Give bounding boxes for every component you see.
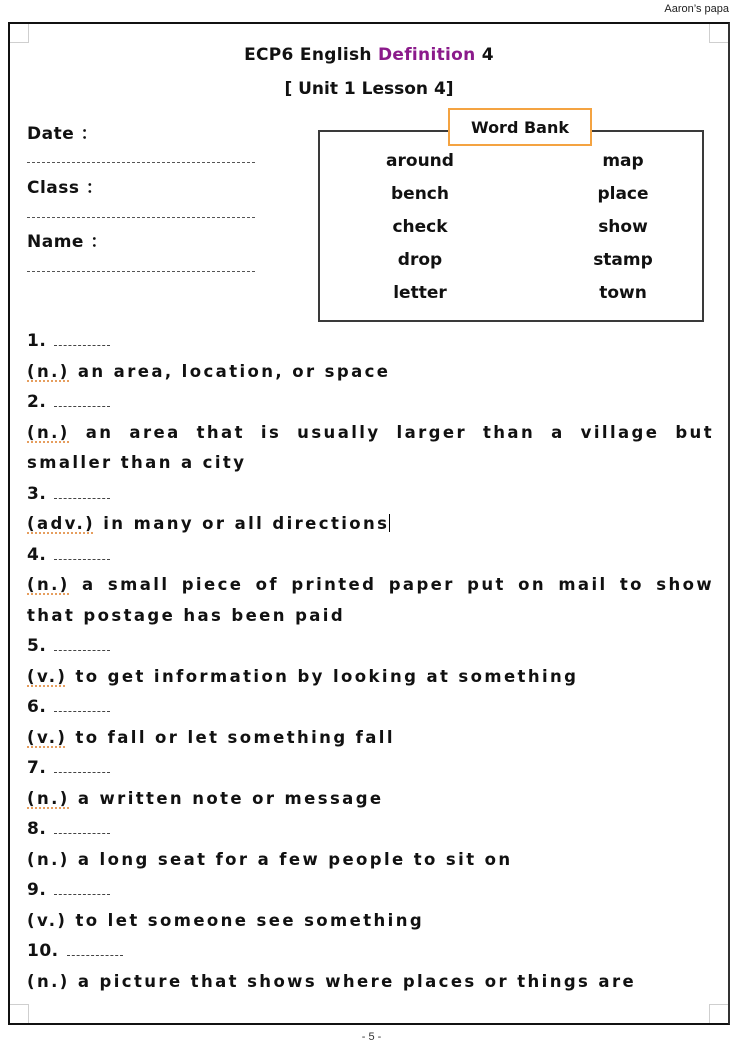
date-label: Date ： (27, 124, 99, 144)
definition-text: in many or all directions (95, 514, 390, 533)
page-subtitle: [ Unit 1 Lesson 4] (284, 79, 454, 99)
class-input-line[interactable] (27, 217, 255, 218)
word-bank-word: map (602, 151, 644, 171)
definition-text: a picture that shows where places or things are (69, 971, 637, 991)
question-definition (27, 357, 714, 388)
word-bank-right-column (558, 149, 688, 314)
title-suffix: 4 (475, 45, 494, 65)
question-item (27, 326, 714, 387)
definition-text: an area that is usually larger than a village but smaller than a city (27, 422, 714, 472)
question-definition (27, 784, 714, 815)
question-number: 4. (27, 544, 47, 565)
definition-text: to get information by looking at something (67, 666, 579, 686)
title-prefix: ECP6 English (244, 45, 378, 65)
answer-blank[interactable] (54, 760, 110, 773)
name-input-line[interactable] (27, 271, 255, 272)
question-number: 7. (27, 758, 47, 778)
student-info-fields (27, 119, 259, 281)
date-input-line[interactable] (27, 162, 255, 163)
document-page[interactable] (8, 22, 730, 1025)
question-item (27, 387, 714, 479)
part-of-speech: (n.) (27, 575, 70, 594)
crop-mark-top-left (10, 24, 29, 43)
definition-text: to fall or let something fall (67, 727, 395, 747)
word-bank-word: show (598, 217, 648, 237)
answer-blank[interactable] (54, 638, 110, 651)
question-item (27, 631, 714, 692)
definition-text: a long seat for a few people to sit on (69, 849, 513, 869)
question-item (27, 540, 714, 632)
crop-mark-bottom-right (709, 1004, 728, 1023)
question-item (27, 875, 714, 936)
question-item (27, 479, 714, 540)
part-of-speech: (adv.) (27, 514, 96, 533)
word-bank-left-column (355, 149, 485, 314)
class-label: Class ： (27, 178, 104, 198)
header-note: Aaron’s papa (664, 3, 729, 15)
answer-blank[interactable] (54, 699, 110, 712)
question-item (27, 936, 714, 997)
word-bank-word: letter (393, 283, 447, 303)
word-bank (318, 117, 704, 322)
word-bank-word: bench (391, 184, 449, 204)
question-definition (27, 662, 714, 693)
question-item (27, 692, 714, 753)
name-label: Name ： (27, 232, 108, 252)
question-number: 8. (27, 819, 47, 839)
name-field[interactable] (27, 227, 259, 281)
question-number: 5. (27, 636, 47, 656)
answer-blank[interactable] (54, 821, 110, 834)
part-of-speech: (v.) (27, 727, 68, 747)
definition-text: to let someone see something (67, 910, 425, 930)
question-number: 6. (27, 697, 47, 717)
answer-blank[interactable] (54, 486, 110, 499)
part-of-speech: (n.) (27, 361, 70, 381)
question-number: 2. (27, 392, 47, 412)
answer-blank[interactable] (54, 547, 110, 560)
question-definition (27, 509, 714, 540)
word-bank-word: check (392, 217, 448, 237)
word-bank-word: town (599, 283, 647, 303)
question-item (27, 753, 714, 814)
question-number: 1. (27, 331, 47, 351)
question-number: 9. (27, 880, 47, 900)
part-of-speech: (n.) (27, 422, 70, 442)
question-definition (27, 906, 714, 937)
question-list (27, 326, 714, 997)
part-of-speech: (v.) (27, 666, 68, 686)
page-number: - 5 - (361, 1031, 382, 1043)
part-of-speech: (n.) (27, 971, 70, 991)
question-number: 3. (27, 483, 47, 504)
answer-blank[interactable] (54, 882, 110, 895)
question-definition (27, 845, 714, 876)
part-of-speech: (n.) (27, 849, 70, 869)
word-bank-title: Word Bank (448, 108, 592, 146)
page-title (10, 45, 728, 65)
word-bank-word: around (386, 151, 454, 171)
text-cursor (389, 514, 390, 532)
word-bank-word: drop (397, 250, 443, 270)
definition-text: an area, location, or space (69, 361, 391, 381)
question-definition (27, 967, 714, 998)
answer-blank[interactable] (67, 943, 123, 956)
crop-mark-bottom-left (10, 1004, 29, 1023)
question-item (27, 814, 714, 875)
question-number: 10. (27, 941, 59, 961)
crop-mark-top-right (709, 24, 728, 43)
question-definition (27, 418, 714, 479)
part-of-speech: (n.) (27, 788, 70, 808)
answer-blank[interactable] (54, 333, 110, 346)
question-definition (27, 723, 714, 754)
answer-blank[interactable] (54, 394, 110, 407)
class-field[interactable] (27, 173, 259, 227)
question-definition (27, 570, 714, 631)
word-bank-word: place (597, 184, 649, 204)
part-of-speech: (v.) (27, 910, 68, 930)
title-accent: Definition (377, 45, 476, 65)
date-field[interactable] (27, 119, 259, 173)
definition-text: a written note or message (69, 788, 384, 808)
definition-text: a small piece of printed paper put on mail to show that postage has been paid (27, 575, 714, 625)
word-bank-word: stamp (593, 250, 653, 270)
